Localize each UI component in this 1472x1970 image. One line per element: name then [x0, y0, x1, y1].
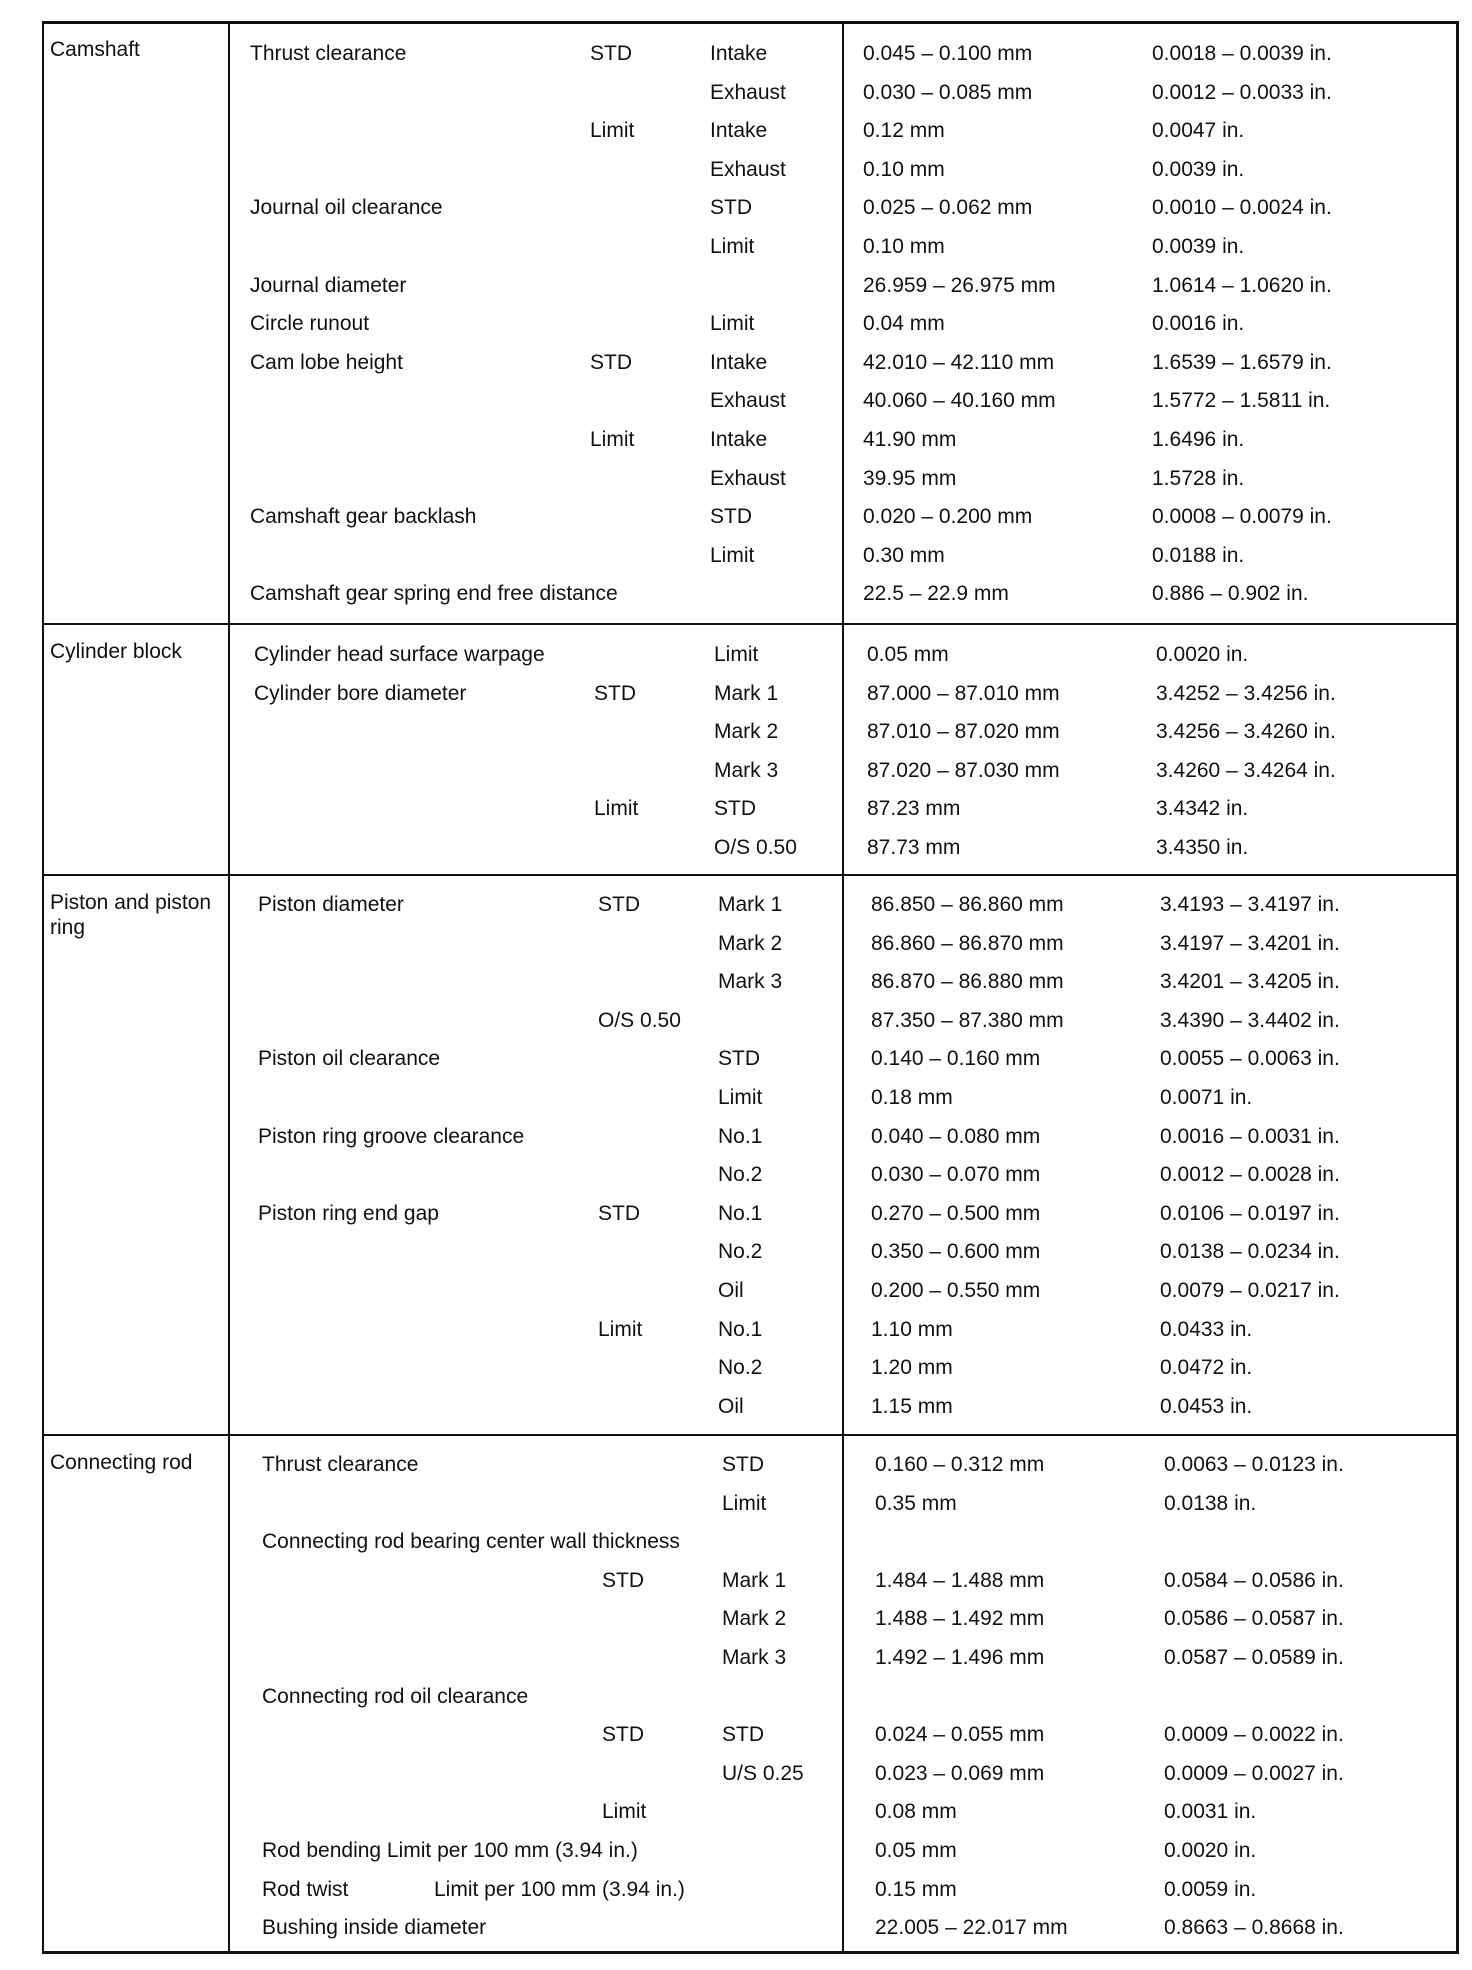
table-row	[48, 713, 1456, 752]
value-mm: 86.870 – 86.880 mm	[871, 970, 1064, 994]
condition: O/S 0.50	[598, 1008, 681, 1032]
table-row	[52, 1349, 1456, 1388]
sub-condition: U/S 0.25	[722, 1761, 804, 1785]
table-row	[56, 1600, 1456, 1639]
sub-condition: Mark 1	[714, 681, 779, 705]
section-label: Connecting rod	[50, 1451, 193, 1474]
table-row	[44, 498, 1456, 537]
item-note: Limit per 100 mm (3.94 in.)	[434, 1877, 685, 1901]
value-mm: 39.95 mm	[863, 466, 957, 490]
sub-condition: Limit	[710, 235, 755, 258]
item-name: Cylinder bore diameter	[254, 681, 467, 705]
sub-condition: Oil	[718, 1279, 744, 1302]
sub-condition: Mark 2	[714, 720, 779, 744]
value-in: 0.0586 – 0.0587 in.	[1164, 1607, 1344, 1631]
value-in: 0.0039 in.	[1152, 157, 1245, 181]
section-cylinder-block	[44, 623, 1456, 874]
table-row	[44, 344, 1456, 383]
value-mm: 0.05 mm	[867, 643, 949, 666]
section-label: Camshaft	[50, 38, 140, 61]
value-in: 0.0039 in.	[1152, 235, 1245, 258]
condition: Limit	[598, 1317, 643, 1341]
value-mm: 41.90 mm	[863, 428, 957, 451]
value-in: 0.0584 – 0.0586 in.	[1164, 1568, 1344, 1592]
table-row	[56, 1793, 1456, 1832]
value-in: 0.0433 in.	[1160, 1317, 1253, 1341]
sub-condition: No.1	[718, 1317, 763, 1341]
table-row	[52, 1040, 1456, 1079]
value-mm: 87.020 – 87.030 mm	[867, 758, 1060, 782]
sub-condition: O/S 0.50	[714, 836, 797, 859]
value-in: 0.0016 – 0.0031 in.	[1160, 1124, 1340, 1148]
value-in: 0.0020 in.	[1164, 1839, 1257, 1862]
table-row	[48, 790, 1456, 829]
item-name: Piston oil clearance	[258, 1047, 441, 1071]
value-mm: 0.045 – 0.100 mm	[863, 42, 1033, 65]
sub-condition: STD	[722, 1453, 764, 1476]
value-mm: 0.05 mm	[875, 1839, 957, 1862]
item-name: Connecting rod bearing center wall thickness	[262, 1530, 680, 1554]
value-in: 0.0012 – 0.0033 in.	[1152, 80, 1332, 104]
value-in: 0.0010 – 0.0024 in.	[1152, 196, 1332, 220]
table-row	[52, 963, 1456, 1002]
value-mm: 0.025 – 0.062 mm	[863, 196, 1033, 220]
value-in: 1.6496 in.	[1152, 428, 1245, 451]
condition: STD	[590, 350, 632, 374]
value-in: 0.0031 in.	[1164, 1800, 1257, 1824]
table-row	[56, 1523, 1456, 1562]
value-mm: 0.160 – 0.312 mm	[875, 1453, 1045, 1476]
item-name: Circle runout	[250, 312, 370, 336]
section-connecting-rod	[44, 1434, 1456, 1954]
table-row	[44, 267, 1456, 306]
value-in: 3.4390 – 3.4402 in.	[1160, 1008, 1340, 1032]
value-mm: 87.350 – 87.380 mm	[871, 1008, 1064, 1032]
value-in: 0.0009 – 0.0027 in.	[1164, 1761, 1344, 1785]
value-in: 3.4256 – 3.4260 in.	[1156, 720, 1336, 744]
value-in: 0.0012 – 0.0028 in.	[1160, 1163, 1340, 1187]
value-in: 3.4350 in.	[1156, 836, 1249, 859]
table-row	[44, 575, 1456, 614]
value-in: 1.5728 in.	[1152, 466, 1245, 490]
value-in: 0.0138 in.	[1164, 1491, 1257, 1515]
sub-condition: No.1	[718, 1124, 763, 1148]
sub-condition: Exhaust	[710, 466, 786, 490]
sub-condition: Exhaust	[710, 389, 786, 413]
value-in: 3.4252 – 3.4256 in.	[1156, 681, 1336, 705]
value-in: 0.886 – 0.902 in.	[1152, 582, 1309, 606]
sub-condition: No.1	[718, 1201, 763, 1225]
value-mm: 86.860 – 86.870 mm	[871, 931, 1064, 955]
section-label: Piston and piston ring	[50, 891, 212, 939]
value-in: 3.4260 – 3.4264 in.	[1156, 758, 1336, 782]
item-name: Cam lobe height	[250, 350, 403, 374]
section-label: Cylinder block	[50, 640, 182, 663]
value-mm: 0.020 – 0.200 mm	[863, 505, 1033, 529]
value-in: 0.0106 – 0.0197 in.	[1160, 1201, 1340, 1225]
sub-condition: Mark 2	[718, 931, 783, 955]
value-mm: 40.060 – 40.160 mm	[863, 389, 1056, 413]
item-name: Piston ring end gap	[258, 1201, 439, 1225]
item-name: Bushing inside diameter	[262, 1916, 487, 1940]
table-row	[44, 112, 1456, 151]
value-mm: 0.18 mm	[871, 1086, 953, 1109]
table-row	[56, 1716, 1456, 1755]
value-mm: 0.15 mm	[875, 1877, 957, 1901]
sub-condition: No.2	[718, 1356, 763, 1380]
sub-condition: STD	[714, 797, 756, 821]
value-in: 0.0059 in.	[1164, 1877, 1257, 1901]
value-mm: 0.030 – 0.085 mm	[863, 80, 1033, 104]
table-row	[44, 382, 1456, 421]
value-mm: 1.20 mm	[871, 1356, 953, 1380]
value-mm: 87.000 – 87.010 mm	[867, 681, 1060, 705]
condition: Limit	[602, 1800, 647, 1824]
table-row	[44, 189, 1456, 228]
value-in: 0.0047 in.	[1152, 119, 1245, 143]
sub-condition: Mark 2	[722, 1607, 787, 1631]
table-row	[52, 1079, 1456, 1118]
value-mm: 22.5 – 22.9 mm	[863, 582, 1009, 606]
sub-condition: Limit	[710, 543, 755, 567]
table-row	[56, 1485, 1456, 1524]
table-row	[52, 1233, 1456, 1272]
table-row	[52, 1388, 1456, 1427]
value-mm: 0.040 – 0.080 mm	[871, 1124, 1041, 1148]
section-camshaft	[44, 23, 1456, 623]
table-row	[56, 1755, 1456, 1794]
table-row	[56, 1639, 1456, 1678]
sub-condition: Mark 1	[718, 893, 783, 916]
value-mm: 1.10 mm	[871, 1317, 953, 1341]
section-piston-and-piston-ring	[44, 874, 1456, 1434]
sub-condition: Limit	[714, 643, 759, 666]
value-in: 0.0018 – 0.0039 in.	[1152, 42, 1332, 65]
sub-condition: Mark 3	[722, 1646, 787, 1669]
condition: Limit	[594, 797, 639, 821]
value-mm: 42.010 – 42.110 mm	[863, 350, 1055, 374]
sub-condition: Limit	[710, 312, 755, 336]
value-in: 0.0472 in.	[1160, 1356, 1253, 1380]
value-in: 3.4201 – 3.4205 in.	[1160, 970, 1340, 994]
sub-condition: No.2	[718, 1163, 763, 1187]
table-row	[52, 886, 1456, 925]
value-in: 0.8663 – 0.8668 in.	[1164, 1916, 1344, 1940]
sub-condition: Intake	[710, 350, 768, 374]
sub-condition: No.2	[718, 1240, 763, 1264]
sub-condition: STD	[722, 1723, 764, 1747]
table-row	[48, 752, 1456, 791]
table-row	[44, 460, 1456, 499]
table-row	[44, 74, 1456, 113]
sub-condition: Mark 3	[718, 970, 783, 994]
value-mm: 0.030 – 0.070 mm	[871, 1163, 1041, 1187]
value-mm: 0.140 – 0.160 mm	[871, 1047, 1041, 1071]
value-in: 0.0009 – 0.0022 in.	[1164, 1723, 1344, 1747]
value-mm: 1.15 mm	[871, 1394, 953, 1418]
value-in: 0.0138 – 0.0234 in.	[1160, 1240, 1340, 1264]
table-row	[52, 1311, 1456, 1350]
value-in: 3.4342 in.	[1156, 797, 1249, 821]
table-row	[48, 829, 1456, 868]
table-row	[56, 1562, 1456, 1601]
table-row	[44, 305, 1456, 344]
value-mm: 0.04 mm	[863, 312, 945, 336]
value-mm: 0.12 mm	[863, 119, 945, 143]
value-mm: 0.200 – 0.550 mm	[871, 1279, 1041, 1302]
value-in: 3.4197 – 3.4201 in.	[1160, 931, 1340, 955]
value-mm: 0.023 – 0.069 mm	[875, 1761, 1045, 1785]
sub-condition: Intake	[710, 428, 768, 451]
sub-condition: Oil	[718, 1394, 744, 1418]
table-row	[52, 1118, 1456, 1157]
value-mm: 0.350 – 0.600 mm	[871, 1240, 1041, 1264]
value-mm: 22.005 – 22.017 mm	[875, 1916, 1068, 1940]
table-row	[48, 675, 1456, 714]
item-name: Rod bending Limit per 100 mm (3.94 in.)	[262, 1839, 638, 1862]
item-name: Cylinder head surface warpage	[254, 643, 545, 666]
value-mm: 0.35 mm	[875, 1491, 957, 1515]
value-in: 0.0071 in.	[1160, 1086, 1253, 1109]
sub-condition: Intake	[710, 119, 768, 143]
sub-condition: STD	[718, 1047, 760, 1071]
sub-condition: Limit	[722, 1491, 767, 1515]
table-row	[56, 1832, 1456, 1871]
sub-condition: STD	[710, 196, 752, 220]
value-mm: 0.024 – 0.055 mm	[875, 1723, 1045, 1747]
value-mm: 1.484 – 1.488 mm	[875, 1568, 1045, 1592]
value-mm: 87.73 mm	[867, 836, 961, 859]
value-in: 1.0614 – 1.0620 in.	[1152, 273, 1332, 297]
item-name: Piston ring groove clearance	[258, 1124, 525, 1148]
value-mm: 87.23 mm	[867, 797, 961, 821]
table-row	[44, 35, 1456, 74]
value-mm: 0.30 mm	[863, 543, 945, 567]
table-row	[44, 228, 1456, 267]
sub-condition: STD	[710, 505, 752, 529]
item-name: Journal diameter	[250, 273, 407, 297]
value-in: 3.4193 – 3.4197 in.	[1160, 893, 1340, 916]
value-in: 0.0020 in.	[1156, 643, 1249, 666]
table-row	[44, 537, 1456, 576]
value-in: 0.0587 – 0.0589 in.	[1164, 1646, 1344, 1669]
item-name: Camshaft gear spring end free distance	[250, 582, 618, 606]
value-in: 0.0453 in.	[1160, 1394, 1253, 1418]
condition: STD	[598, 1201, 640, 1225]
value-mm: 87.010 – 87.020 mm	[867, 720, 1060, 744]
item-name: Rod twist	[262, 1877, 349, 1901]
specification-table	[42, 23, 1459, 1954]
sub-condition: Limit	[718, 1086, 763, 1109]
condition: STD	[602, 1723, 644, 1747]
table-row	[48, 636, 1456, 675]
condition: Limit	[590, 428, 635, 451]
value-mm: 1.488 – 1.492 mm	[875, 1607, 1045, 1631]
value-mm: 86.850 – 86.860 mm	[871, 893, 1064, 916]
condition: STD	[602, 1568, 644, 1592]
value-in: 0.0188 in.	[1152, 543, 1245, 567]
sub-condition: Exhaust	[710, 80, 786, 104]
value-mm: 0.10 mm	[863, 235, 945, 258]
value-in: 0.0016 in.	[1152, 312, 1245, 336]
value-in: 0.0063 – 0.0123 in.	[1164, 1453, 1344, 1476]
sub-condition: Mark 1	[722, 1568, 787, 1592]
table-row	[44, 151, 1456, 190]
condition: Limit	[590, 119, 635, 143]
sub-condition: Mark 3	[714, 758, 779, 782]
condition: STD	[590, 42, 632, 65]
item-name: Thrust clearance	[250, 42, 407, 65]
sub-condition: Intake	[710, 42, 768, 65]
value-mm: 0.270 – 0.500 mm	[871, 1201, 1041, 1225]
value-in: 1.5772 – 1.5811 in.	[1152, 389, 1331, 413]
item-name: Journal oil clearance	[250, 196, 443, 220]
item-name: Piston diameter	[258, 893, 404, 916]
table-row	[52, 1195, 1456, 1234]
table-row	[44, 421, 1456, 460]
item-name: Thrust clearance	[262, 1453, 419, 1476]
table-row	[52, 1272, 1456, 1311]
item-name: Connecting rod oil clearance	[262, 1684, 529, 1708]
table-row	[52, 925, 1456, 964]
table-row	[52, 1002, 1456, 1041]
value-in: 1.6539 – 1.6579 in.	[1152, 350, 1332, 374]
table-row	[56, 1871, 1456, 1910]
value-in: 0.0008 – 0.0079 in.	[1152, 505, 1332, 529]
table-row	[52, 1156, 1456, 1195]
value-in: 0.0055 – 0.0063 in.	[1160, 1047, 1340, 1071]
condition: STD	[594, 681, 636, 705]
sub-condition: Exhaust	[710, 157, 786, 181]
value-mm: 1.492 – 1.496 mm	[875, 1646, 1045, 1669]
value-mm: 26.959 – 26.975 mm	[863, 273, 1056, 297]
item-name: Camshaft gear backlash	[250, 505, 477, 529]
value-mm: 0.08 mm	[875, 1800, 957, 1824]
table-row	[56, 1909, 1456, 1948]
table-row	[56, 1678, 1456, 1717]
condition: STD	[598, 893, 640, 916]
value-mm: 0.10 mm	[863, 157, 945, 181]
value-in: 0.0079 – 0.0217 in.	[1160, 1279, 1340, 1302]
table-row	[56, 1446, 1456, 1485]
